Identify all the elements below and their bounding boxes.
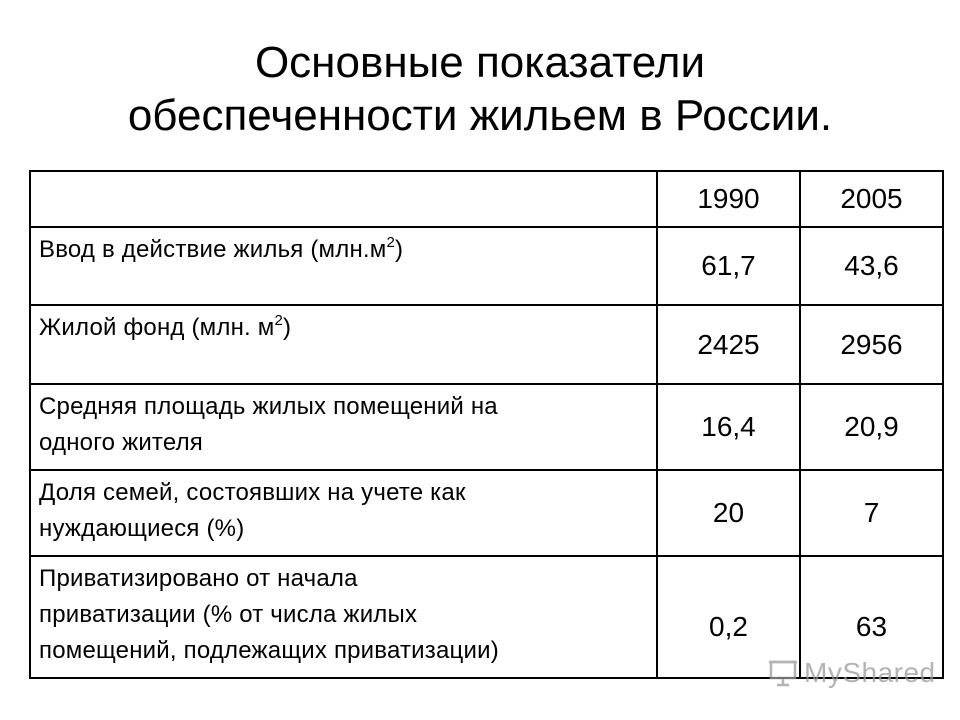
slide-title-line-2: обеспеченности жильем в России. xyxy=(127,91,833,140)
value-1990: 0,2 xyxy=(657,556,800,678)
value-2005: 43,6 xyxy=(800,227,943,305)
slide-title xyxy=(60,36,900,142)
table-row xyxy=(30,305,943,384)
watermark-text: MyShared xyxy=(804,657,936,688)
value-1990: 2425 xyxy=(657,305,800,384)
header-year-2005: 2005 xyxy=(800,171,943,227)
row-label-text: Жилой фонд (млн. м xyxy=(39,314,275,341)
watermark xyxy=(768,657,936,689)
row-label-line-2: одного жителя xyxy=(39,429,204,456)
row-label-line-1: Средняя площадь жилых помещений на xyxy=(39,393,498,420)
value-2005: 7 xyxy=(800,470,943,556)
row-label-line-1: Доля семей, состоявших на учете как xyxy=(39,479,466,506)
row-label-text: Ввод в действие жилья (млн.м xyxy=(39,236,387,263)
row-label-close: ) xyxy=(395,236,404,263)
value-2005: 2956 xyxy=(800,305,943,384)
header-year-1990: 1990 xyxy=(657,171,800,227)
value-1990: 16,4 xyxy=(657,384,800,470)
presentation-board-icon xyxy=(768,658,798,688)
row-label-housing-stock xyxy=(30,305,657,384)
row-label-families-in-need xyxy=(30,470,657,556)
housing-indicators-table xyxy=(29,170,944,679)
value-2005: 63 xyxy=(800,556,943,678)
slide-title-line-1: Основные показатели xyxy=(254,38,706,87)
row-label-line-1: Приватизировано от начала xyxy=(39,565,358,592)
value-1990: 61,7 xyxy=(657,227,800,305)
row-label-close: ) xyxy=(283,314,292,341)
row-label-line-3: помещений, подлежащих приватизации) xyxy=(39,637,499,664)
header-empty-cell xyxy=(30,171,657,227)
row-label-average-area xyxy=(30,384,657,470)
table-row xyxy=(30,227,943,305)
table-row xyxy=(30,470,943,556)
table-header-row xyxy=(30,171,943,227)
value-1990: 20 xyxy=(657,470,800,556)
row-label-superscript: 2 xyxy=(274,312,284,329)
row-label-housing-commissioning xyxy=(30,227,657,305)
row-label-line-2: нуждающиеся (%) xyxy=(39,515,245,542)
value-2005: 20,9 xyxy=(800,384,943,470)
row-label-line-2: приватизации (% от числа жилых xyxy=(39,601,418,628)
row-label-superscript: 2 xyxy=(386,234,396,251)
table-row xyxy=(30,384,943,470)
row-label-privatized xyxy=(30,556,657,678)
